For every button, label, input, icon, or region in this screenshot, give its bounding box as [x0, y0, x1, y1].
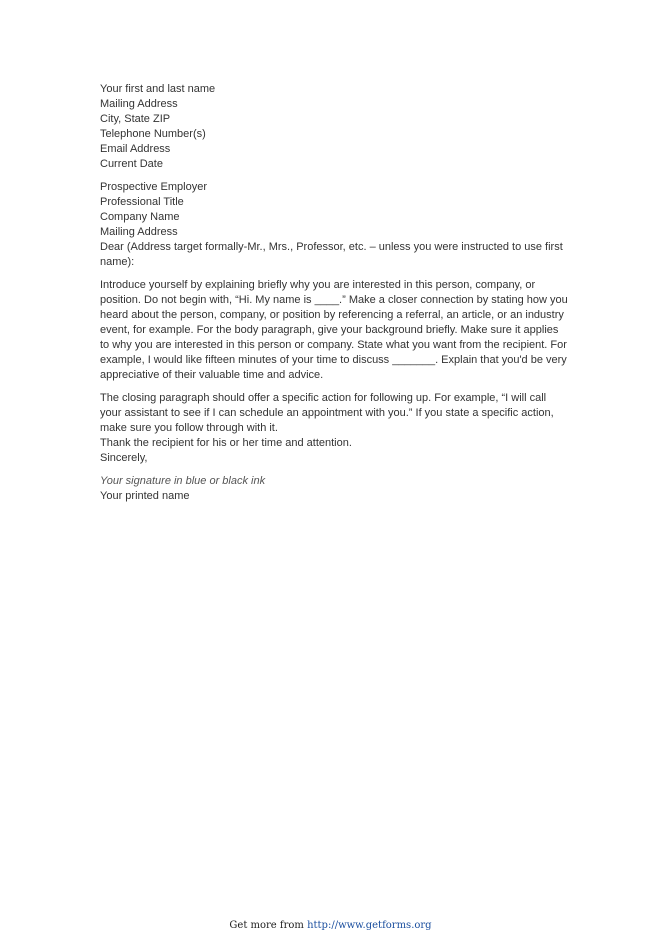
sender-telephone: Telephone Number(s) — [100, 128, 206, 140]
signature-placeholder: Your signature in blue or black ink — [100, 475, 266, 487]
spacer — [100, 172, 570, 180]
recipient-company: Company Name — [100, 211, 180, 223]
letter-page — [100, 82, 570, 504]
recipient-title: Professional Title — [100, 196, 184, 208]
footer-link[interactable]: http://www.getforms.org — [307, 920, 432, 931]
sincerely-line: Sincerely, — [100, 452, 148, 464]
thanks-line: Thank the recipient for his or her time and attention. — [100, 437, 352, 449]
signature-block — [100, 474, 570, 504]
spacer — [100, 383, 570, 391]
page-footer — [0, 920, 661, 931]
closing-paragraph: The closing paragraph should offer a specific action for following up. For example, “I will call your assistant to see if I can schedule an appointment with you.” If you state a specific action, make sure you follow through with it. — [100, 392, 554, 434]
spacer — [100, 270, 570, 278]
sender-address-block — [100, 82, 570, 172]
salutation: Dear (Address target formally-Mr., Mrs., Professor, etc. – unless you were instructed to use first name): — [100, 241, 563, 268]
sender-email: Email Address — [100, 143, 171, 155]
recipient-mailing-address: Mailing Address — [100, 226, 178, 238]
sender-name: Your first and last name — [100, 83, 216, 95]
footer-prefix: Get more from — [229, 920, 308, 931]
sender-mailing-address: Mailing Address — [100, 98, 178, 110]
recipient-address-block — [100, 180, 570, 270]
sender-city-state-zip: City, State ZIP — [100, 113, 171, 125]
current-date: Current Date — [100, 158, 163, 170]
closing-block — [100, 391, 570, 466]
intro-paragraph: Introduce yourself by explaining briefly why you are interested in this person, company, or position. Do not begin with, “Hi. My name is ____.” Make a closer connection by stating how you heard about the person, company, or position by referencing a referral, an article, or an industry event, for example. For the body paragraph, give your background briefly. Make sure it applies to why you are interested in this person or company. State what you want from the recipient. For example, I would like fifteen minutes of your time to discuss _______. Explain that you'd be very appreciative of their valuable time and advice. — [100, 279, 568, 381]
recipient-employer: Prospective Employer — [100, 181, 207, 193]
printed-name: Your printed name — [100, 490, 190, 502]
spacer — [100, 466, 570, 474]
